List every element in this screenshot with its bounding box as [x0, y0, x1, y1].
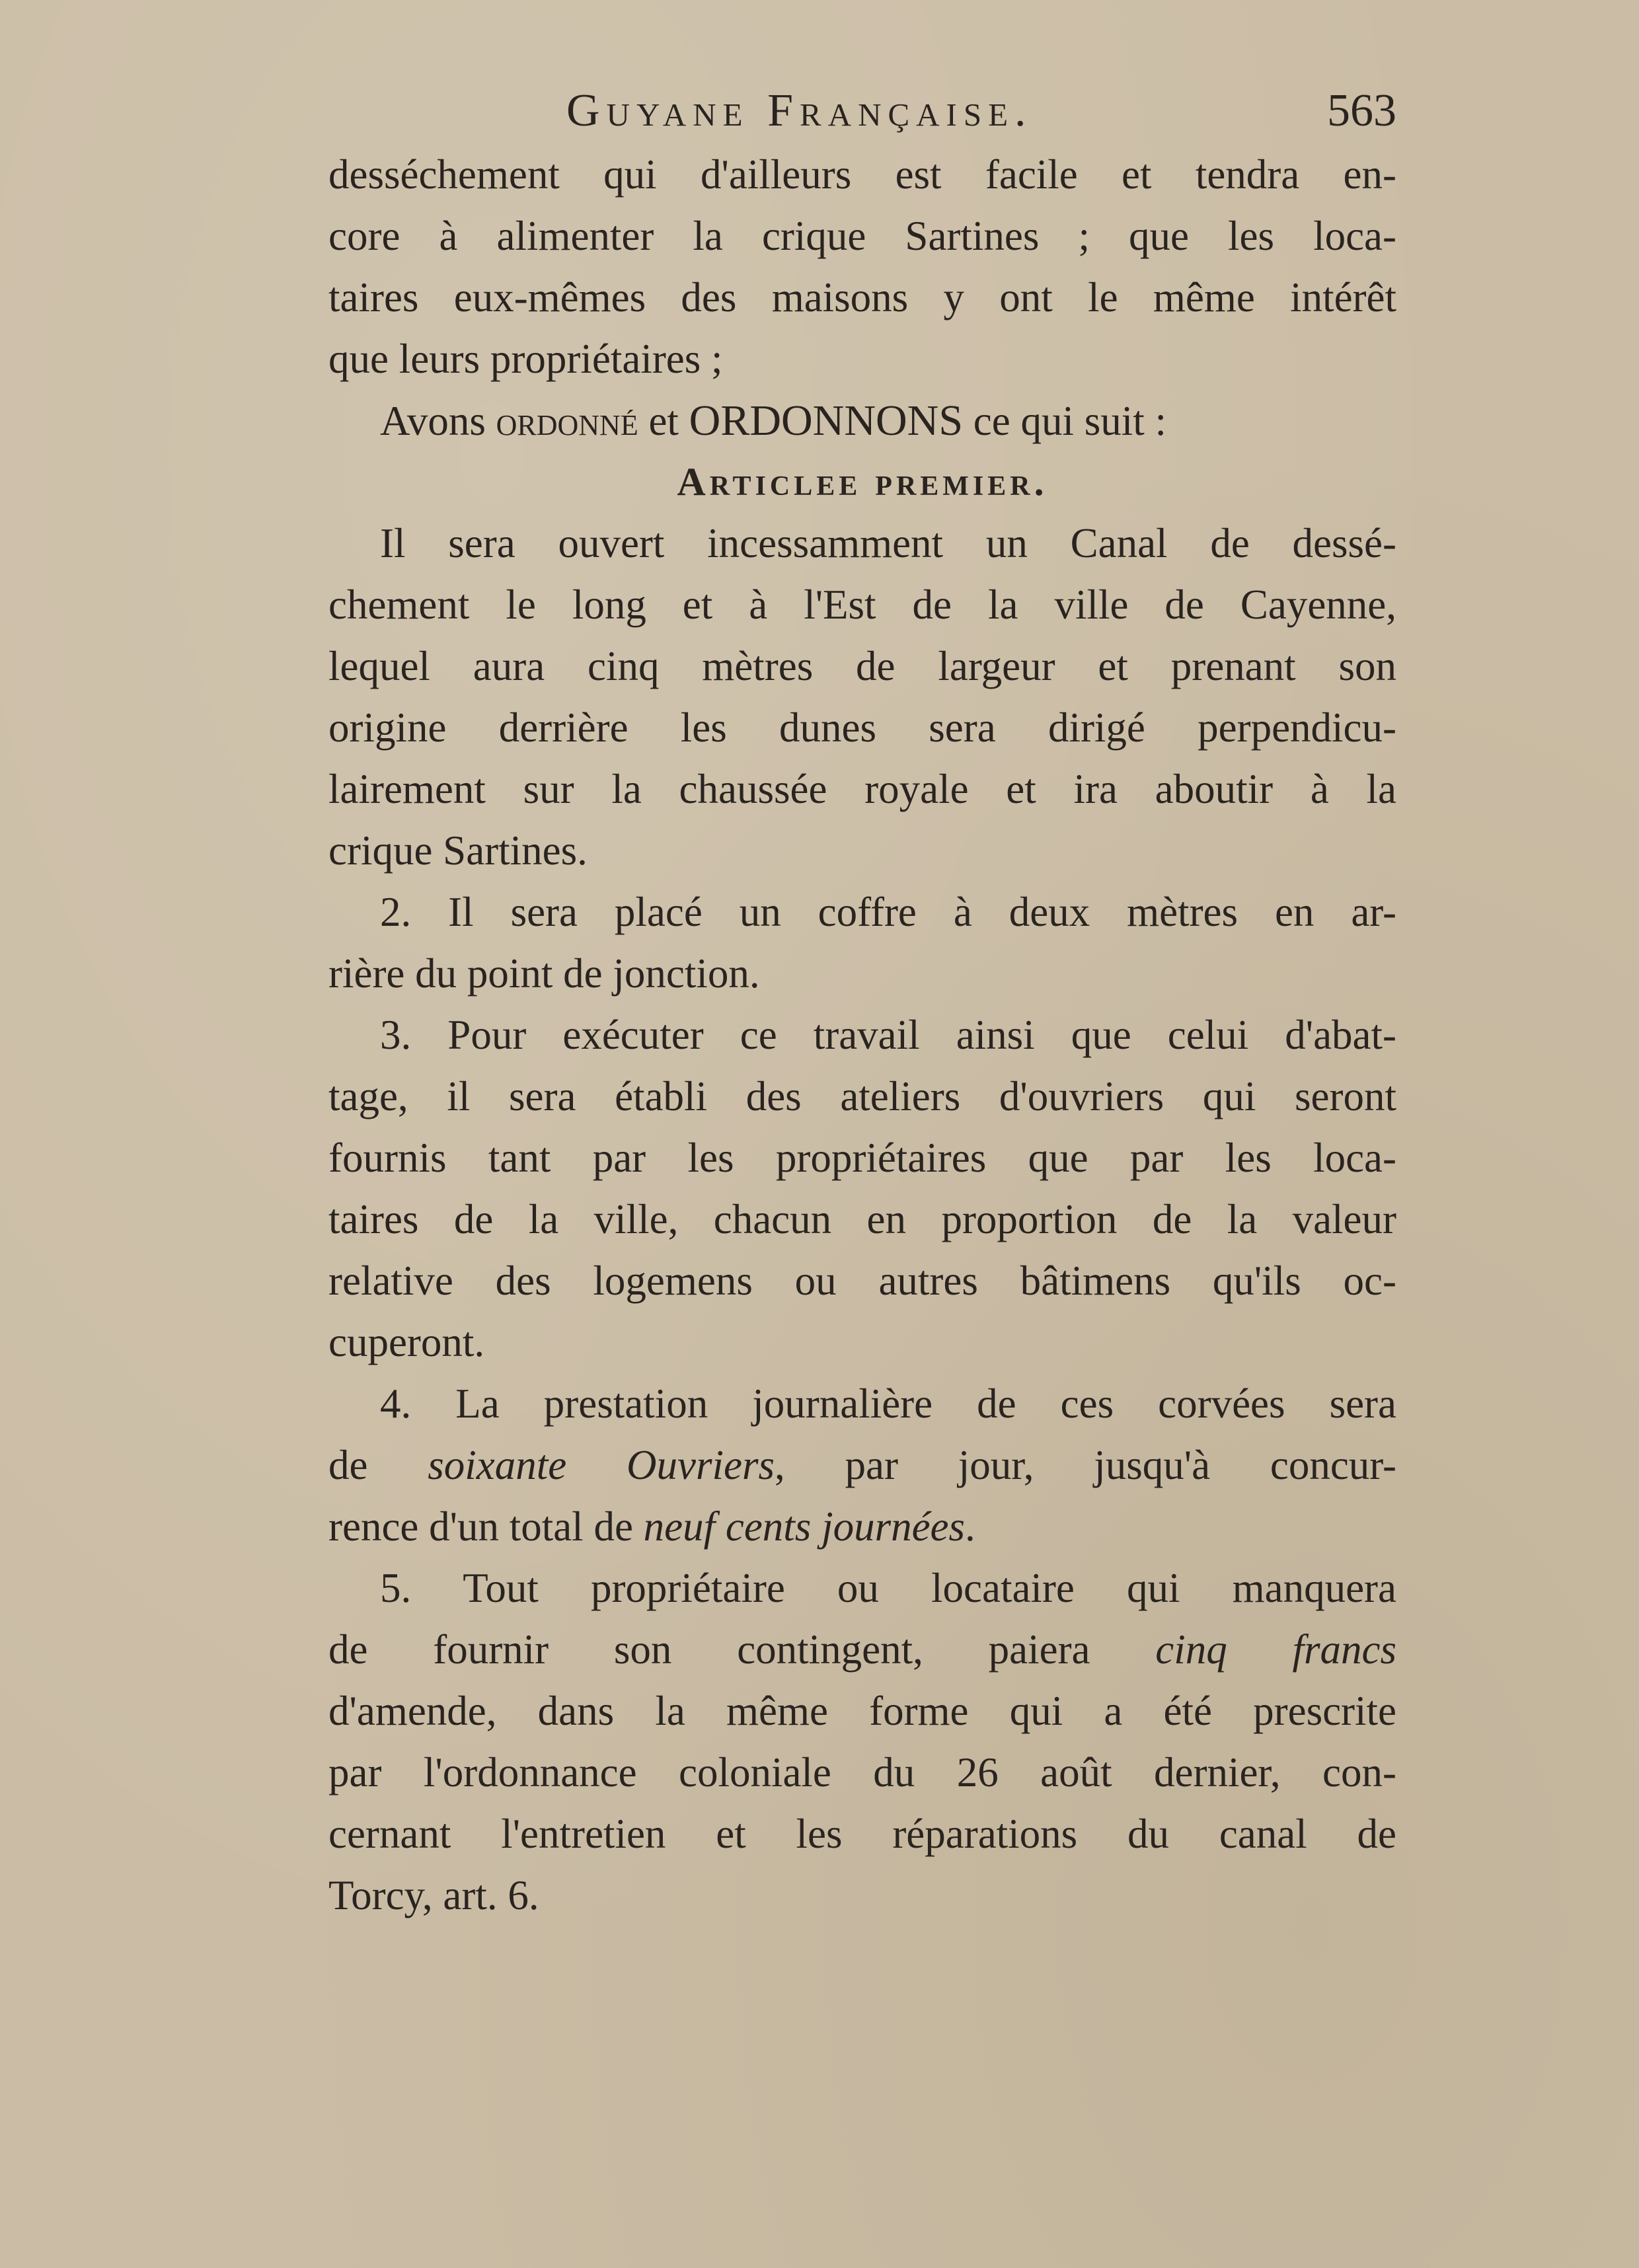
- article-5-line: 5. Tout propriétaire ou locataire qui manquera: [380, 1565, 1396, 1611]
- text-span: de: [328, 1442, 428, 1488]
- article-5-line: [328, 1619, 1396, 1681]
- text-span: , par jour, jusqu'à concur-: [774, 1442, 1396, 1488]
- ordonnons-word: ORDONNONS: [689, 397, 964, 445]
- italic-span: cinq francs: [1155, 1626, 1396, 1673]
- article-4-line: [328, 1435, 1396, 1496]
- text-line: que leurs propriétaires ;: [328, 336, 723, 382]
- article-1-line: Il sera ouvert incessamment un Canal de dessé-: [380, 520, 1396, 566]
- article-4-line: [328, 1496, 1396, 1558]
- article-5-line: Torcy, art. 6.: [328, 1872, 539, 1918]
- italic-span: soixante Ouvriers: [428, 1442, 775, 1488]
- article-3-line: tage, il sera établi des ateliers d'ouvriers qui seront: [328, 1073, 1396, 1119]
- article-3-line: 3. Pour exécuter ce travail ainsi que celui d'abat-: [380, 1012, 1396, 1058]
- article-5-line: cernant l'entretien et les réparations du canal de: [328, 1811, 1396, 1857]
- article-1-line: origine derrière les dunes sera dirigé perpendicu-: [328, 704, 1396, 751]
- text-span: .: [965, 1503, 975, 1550]
- running-head: Guyane Française.: [566, 85, 1033, 136]
- article-1-line: chement le long et à l'Est de la ville de Cayenne,: [328, 582, 1396, 628]
- body-text: [328, 144, 1396, 1926]
- article-title: Articlee premier.: [677, 460, 1048, 504]
- text-line: desséchement qui d'ailleurs est facile et tendra en-: [328, 151, 1396, 198]
- article-3-line: cuperont.: [328, 1319, 485, 1365]
- article-5-line: par l'ordonnance coloniale du 26 août dernier, con-: [328, 1749, 1396, 1796]
- article-3-line: relative des logemens ou autres bâtimens qu'ils oc-: [328, 1258, 1396, 1304]
- italic-span: neuf cents journées: [643, 1503, 966, 1550]
- article-2-line: 2. Il sera placé un coffre à deux mètres en ar-: [380, 889, 1396, 935]
- ordonne-word: ordonné: [496, 398, 638, 444]
- text-line: core à alimenter la crique Sartines ; que les loca-: [328, 213, 1396, 259]
- article-1-line: lequel aura cinq mètres de largeur et prenant son: [328, 643, 1396, 689]
- text-span: rence d'un total de: [328, 1503, 644, 1550]
- article-2-line: rière du point de jonction.: [328, 950, 760, 997]
- page-number: 563: [1327, 85, 1396, 136]
- text-line: taires eux-mêmes des maisons y ont le même intérêt: [328, 274, 1396, 321]
- article-5-line: d'amende, dans la même forme qui a été prescrite: [328, 1688, 1396, 1734]
- article-3-line: fournis tant par les propriétaires que par les loca-: [328, 1135, 1396, 1181]
- page-header: [328, 78, 1396, 144]
- article-1-line: lairement sur la chaussée royale et ira aboutir à la: [328, 766, 1396, 812]
- et-word: et: [638, 398, 689, 444]
- ordonne-line: [328, 390, 1396, 451]
- avons-word: Avons: [380, 398, 486, 444]
- article-1-line: crique Sartines.: [328, 827, 588, 874]
- article-3-line: taires de la ville, chacun en proportion de la valeur: [328, 1196, 1396, 1242]
- article-4-line: 4. La prestation journalière de ces corvées sera: [380, 1380, 1396, 1427]
- ce-qui-suit: ce qui suit :: [963, 398, 1167, 444]
- text-span: de fournir son contingent, paiera: [328, 1626, 1156, 1673]
